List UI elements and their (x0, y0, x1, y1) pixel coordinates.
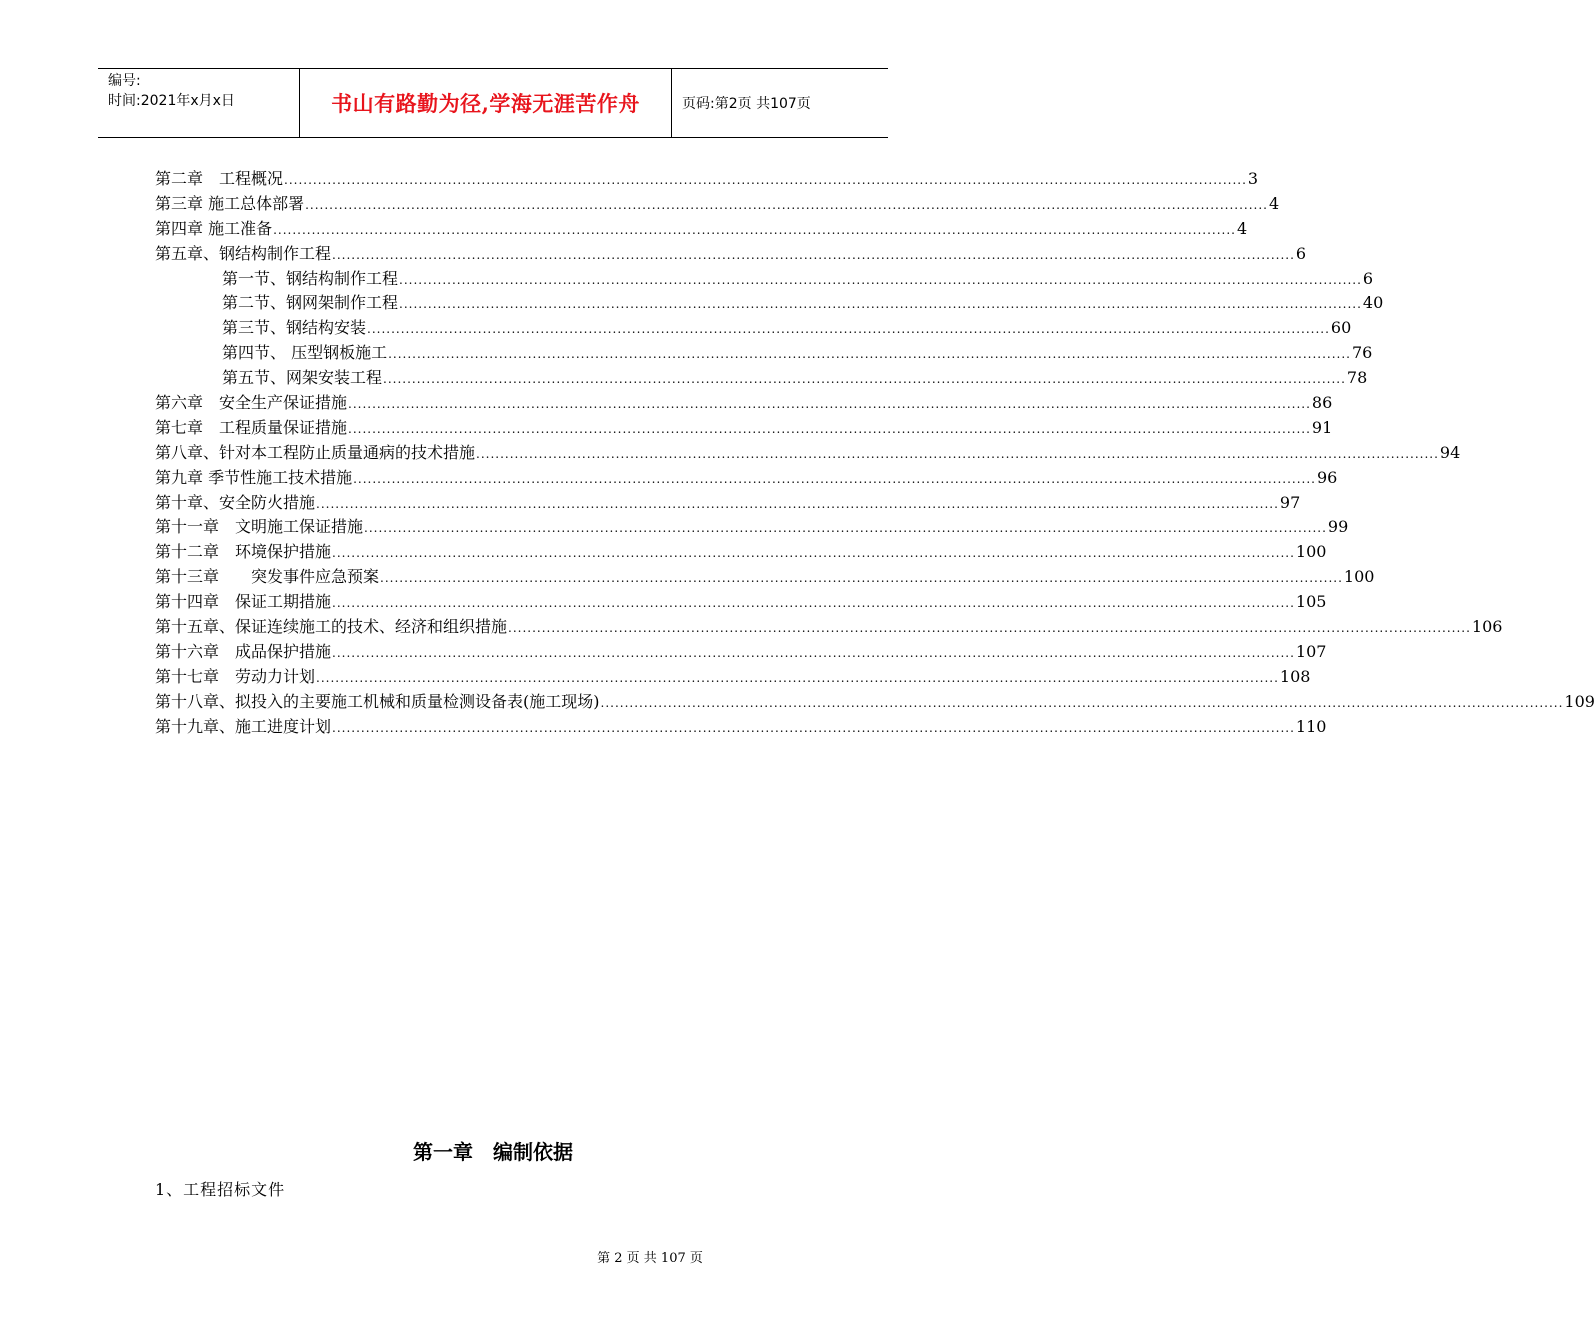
toc-entry[interactable] (155, 564, 1375, 589)
toc-entry[interactable] (155, 266, 1374, 291)
toc-entry-page: 99 (1327, 517, 1349, 537)
toc-entry-page: 78 (1346, 368, 1368, 388)
toc-entry-page: 108 (1279, 666, 1311, 686)
toc-entry-page: 107 (1295, 641, 1327, 661)
toc-leader-dots: ........................................................................................................................................................................................................ (364, 521, 1327, 536)
toc-entry-title: 第二节、钢网架制作工程 (222, 293, 399, 313)
toc-entry[interactable] (155, 614, 1503, 639)
toc-entry-page: 86 (1311, 393, 1333, 413)
toc-leader-dots: ........................................................................................................................................................................................................ (399, 272, 1362, 287)
toc-entry-title: 第三章 施工总体部署 (155, 193, 305, 213)
toc-entry[interactable] (155, 589, 1327, 614)
toc-leader-dots: ........................................................................................................................................................................................................ (388, 347, 1351, 362)
toc-entry-title: 第五节、网架安装工程 (222, 368, 383, 388)
toc-entry[interactable] (155, 340, 1373, 365)
toc-entry-page: 6 (1295, 243, 1307, 263)
toc-leader-dots: ........................................................................................................................................................................................................ (353, 471, 1316, 486)
page-footer: 第 2 页 共 107 页 (597, 1251, 703, 1266)
table-of-contents (155, 166, 1595, 738)
toc-leader-dots: ........................................................................................................................................................................................................ (332, 720, 1295, 735)
toc-leader-dots: ........................................................................................................................................................................................................ (273, 222, 1236, 237)
toc-leader-dots: ........................................................................................................................................................................................................ (600, 695, 1564, 710)
toc-entry-title: 第六章 安全生产保证措施 (155, 393, 348, 413)
toc-leader-dots: ........................................................................................................................................................................................................ (332, 596, 1295, 611)
toc-entry-title: 第十二章 环境保护措施 (155, 542, 332, 562)
toc-entry-title: 第四节、 压型钢板施工 (222, 343, 388, 363)
toc-entry-title: 第七章 工程质量保证措施 (155, 417, 348, 437)
toc-entry[interactable] (155, 365, 1368, 390)
toc-entry[interactable] (155, 440, 1461, 465)
toc-entry[interactable] (155, 514, 1349, 539)
toc-entry-title: 第十六章 成品保护措施 (155, 641, 332, 661)
toc-leader-dots: ........................................................................................................................................................................................................ (348, 421, 1311, 436)
toc-entry[interactable] (155, 415, 1333, 440)
toc-entry-page: 109 (1564, 691, 1595, 711)
toc-entry-page: 105 (1295, 592, 1327, 612)
toc-entry-page: 106 (1471, 617, 1503, 637)
toc-entry-title: 第三节、钢结构安装 (222, 318, 367, 338)
toc-entry-page: 100 (1295, 542, 1327, 562)
number-label: 编号: (108, 73, 141, 89)
toc-entry-page: 3 (1247, 169, 1259, 188)
toc-entry[interactable] (155, 241, 1307, 266)
toc-entry-page: 60 (1330, 318, 1352, 338)
toc-entry-page: 40 (1362, 293, 1384, 313)
toc-entry-page: 4 (1268, 193, 1280, 213)
toc-leader-dots: ........................................................................................................................................................................................................ (508, 621, 1471, 636)
toc-entry-page: 6 (1362, 268, 1374, 288)
toc-entry-page: 94 (1439, 442, 1461, 462)
toc-leader-dots: ........................................................................................................................................................................................................ (332, 645, 1295, 660)
toc-entry[interactable] (155, 490, 1301, 515)
toc-entry-title: 第十三章 突发事件应急预案 (155, 567, 380, 587)
toc-entry[interactable] (155, 714, 1327, 739)
header-page-label: 页码:第2页 共107页 (682, 96, 811, 112)
time-label: 时间:2021年x月x日 (108, 93, 235, 109)
toc-entry[interactable] (155, 191, 1280, 216)
toc-leader-dots: ........................................................................................................................................................................................................ (284, 173, 1247, 187)
toc-entry-title: 第四章 施工准备 (155, 218, 273, 238)
toc-entry-page: 76 (1351, 343, 1373, 363)
toc-entry-title: 第十四章 保证工期措施 (155, 592, 332, 612)
list-item: 1、工程招标文件 (155, 1180, 286, 1199)
toc-entry-title: 第五章、钢结构制作工程 (155, 243, 332, 263)
toc-entry-page: 110 (1295, 716, 1327, 736)
toc-entry[interactable] (155, 639, 1327, 664)
page-header (98, 68, 888, 138)
toc-entry-page: 97 (1279, 492, 1301, 512)
toc-entry-title: 第十七章 劳动力计划 (155, 666, 316, 686)
toc-entry[interactable] (155, 290, 1384, 315)
chapter-heading: 第一章 编制依据 (413, 1140, 573, 1164)
toc-entry-title: 第一节、钢结构制作工程 (222, 268, 399, 288)
toc-entry-title: 第十八章、拟投入的主要施工机械和质量检测设备表(施工现场) (155, 691, 600, 711)
toc-entry-title: 第二章 工程概况 (155, 169, 284, 188)
toc-leader-dots: ........................................................................................................................................................................................................ (305, 197, 1268, 212)
toc-entry-title: 第十五章、保证连续施工的技术、经济和组织措施 (155, 617, 508, 637)
toc-leader-dots: ........................................................................................................................................................................................................ (380, 571, 1343, 586)
toc-leader-dots: ........................................................................................................................................................................................................ (332, 247, 1295, 262)
toc-entry[interactable] (155, 216, 1248, 241)
toc-entry-page: 4 (1236, 218, 1248, 238)
toc-entry-page: 96 (1316, 467, 1338, 487)
toc-leader-dots: ........................................................................................................................................................................................................ (476, 446, 1439, 461)
toc-entry-title: 第九章 季节性施工技术措施 (155, 467, 353, 487)
toc-entry[interactable] (155, 390, 1333, 415)
toc-entry-title: 第十九章、施工进度计划 (155, 716, 332, 736)
toc-entry[interactable] (155, 689, 1595, 714)
toc-entry-title: 第八章、针对本工程防止质量通病的技术措施 (155, 442, 476, 462)
toc-leader-dots: ........................................................................................................................................................................................................ (367, 322, 1330, 337)
toc-entry-page: 91 (1311, 417, 1333, 437)
toc-leader-dots: ........................................................................................................................................................................................................ (316, 496, 1279, 511)
toc-entry[interactable] (155, 664, 1311, 689)
toc-leader-dots: ........................................................................................................................................................................................................ (399, 297, 1362, 312)
toc-entry-page: 100 (1343, 567, 1375, 587)
header-motto: 书山有路勤为径,学海无涯苦作舟 (300, 69, 672, 137)
toc-leader-dots: ........................................................................................................................................................................................................ (348, 397, 1311, 412)
header-meta (98, 69, 300, 137)
toc-entry[interactable] (155, 465, 1338, 490)
toc-leader-dots: ........................................................................................................................................................................................................ (332, 546, 1295, 561)
toc-entry[interactable] (155, 166, 1259, 191)
toc-entry-title: 第十章、安全防火措施 (155, 492, 316, 512)
toc-entry[interactable] (155, 315, 1352, 340)
toc-entry[interactable] (155, 539, 1327, 564)
toc-leader-dots: ........................................................................................................................................................................................................ (383, 372, 1346, 387)
toc-entry-title: 第十一章 文明施工保证措施 (155, 517, 364, 537)
toc-leader-dots: ........................................................................................................................................................................................................ (316, 670, 1279, 685)
